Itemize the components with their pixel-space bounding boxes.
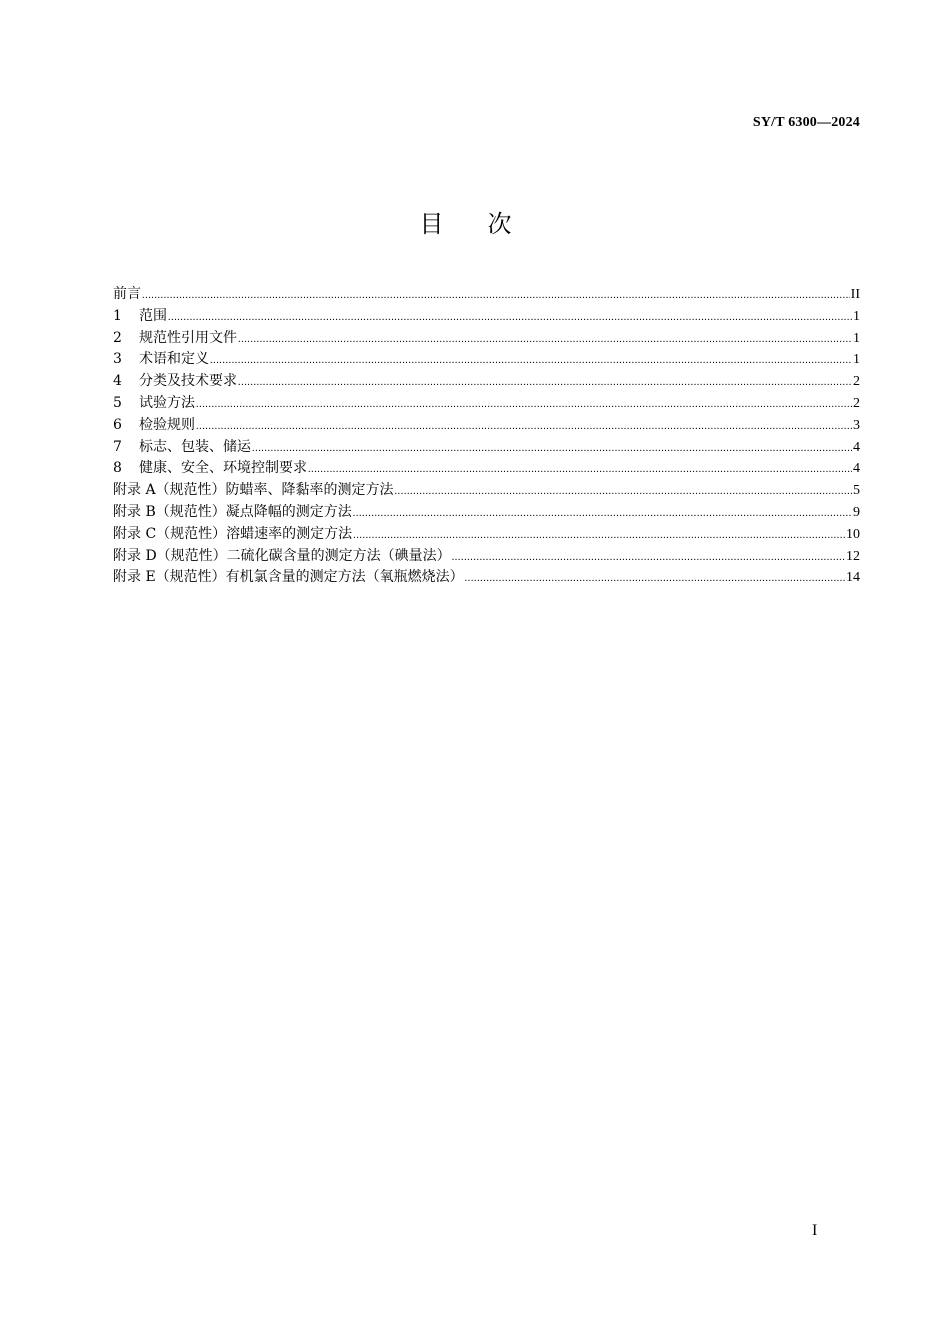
toc-entry-number: 6 (113, 416, 122, 433)
toc-entry-number: 3 (113, 351, 122, 368)
toc-entry-page: 1 (853, 308, 860, 324)
toc-dot-leader (196, 394, 852, 416)
toc-entry-page: 1 (853, 330, 860, 346)
toc-entry-label: 附录 B（规范性）凝点降幅的测定方法 (113, 503, 352, 520)
toc-entry-number: 2 (113, 329, 122, 346)
toc-dot-leader (353, 525, 845, 547)
toc-dot-leader (238, 372, 852, 394)
toc-dot-leader (395, 481, 852, 503)
toc-dot-leader (142, 285, 850, 307)
toc-entry-1[interactable] (113, 306, 860, 328)
page-number: I (812, 1222, 818, 1239)
toc-entry-4[interactable] (113, 371, 860, 393)
toc-entry-label: 前言 (113, 286, 141, 302)
toc-dot-leader (308, 459, 852, 481)
toc-entry-foreword[interactable] (113, 284, 860, 306)
toc-entry-page: II (850, 287, 860, 302)
toc-entry-page: 2 (853, 374, 860, 390)
toc-dot-leader (465, 568, 845, 590)
toc-entry-label: 试验方法 (139, 394, 195, 411)
toc-entry-number: 4 (113, 373, 122, 390)
toc-dot-leader (238, 329, 852, 351)
toc-entry-page: 14 (846, 570, 860, 586)
toc-entry-label: 附录 D（规范性）二硫化碳含量的测定方法（碘量法） (113, 547, 451, 564)
toc-dot-leader (252, 438, 852, 460)
toc-dot-leader (452, 547, 845, 569)
toc-entry-5[interactable] (113, 393, 860, 415)
toc-entry-page: 3 (853, 417, 860, 433)
toc-entry-page: 5 (853, 483, 860, 499)
toc-entry-number: 5 (113, 394, 122, 411)
toc-entry-2[interactable] (113, 328, 860, 350)
standard-code: SY/T 6300—2024 (752, 115, 860, 130)
toc-entry-8[interactable] (113, 458, 860, 480)
toc-entry-label: 附录 C（规范性）溶蜡速率的测定方法 (113, 525, 353, 542)
toc-entry-appendix-e[interactable] (113, 567, 860, 589)
toc-entry-number: 7 (113, 438, 122, 455)
toc-entry-appendix-d[interactable] (113, 546, 860, 568)
toc-title: 目次 (419, 210, 556, 238)
toc-entry-page: 12 (846, 548, 860, 564)
toc-entry-number: 1 (113, 307, 122, 324)
toc-entry-label: 健康、安全、环境控制要求 (139, 460, 307, 477)
toc-dot-leader (210, 350, 852, 372)
toc-entry-label: 检验规则 (139, 416, 195, 433)
toc-dot-leader (196, 416, 852, 438)
toc-entry-label: 术语和定义 (139, 351, 209, 368)
toc-entry-label: 规范性引用文件 (139, 329, 237, 346)
toc-entry-page: 10 (846, 526, 860, 542)
toc-entry-6[interactable] (113, 415, 860, 437)
toc-entry-appendix-b[interactable] (113, 502, 860, 524)
toc-entry-7[interactable] (113, 437, 860, 459)
toc-entry-label: 附录 A（规范性）防蜡率、降黏率的测定方法 (113, 482, 394, 499)
toc-entry-page: 9 (853, 504, 860, 520)
toc-entry-appendix-a[interactable] (113, 480, 860, 502)
toc-entry-page: 1 (853, 352, 860, 368)
toc-entry-label: 标志、包装、储运 (139, 438, 251, 455)
toc-entry-label: 范围 (139, 307, 167, 324)
toc-entry-page: 2 (853, 395, 860, 411)
toc-entry-label: 分类及技术要求 (139, 373, 237, 390)
toc-entry-number: 8 (113, 460, 122, 477)
toc-entry-label: 附录 E（规范性）有机氯含量的测定方法（氧瓶燃烧法） (113, 569, 464, 586)
table-of-contents (113, 284, 860, 589)
toc-dot-leader (168, 307, 852, 329)
toc-entry-appendix-c[interactable] (113, 524, 860, 546)
toc-entry-3[interactable] (113, 349, 860, 371)
toc-entry-page: 4 (853, 461, 860, 477)
toc-entry-page: 4 (853, 439, 860, 455)
toc-dot-leader (353, 503, 852, 525)
